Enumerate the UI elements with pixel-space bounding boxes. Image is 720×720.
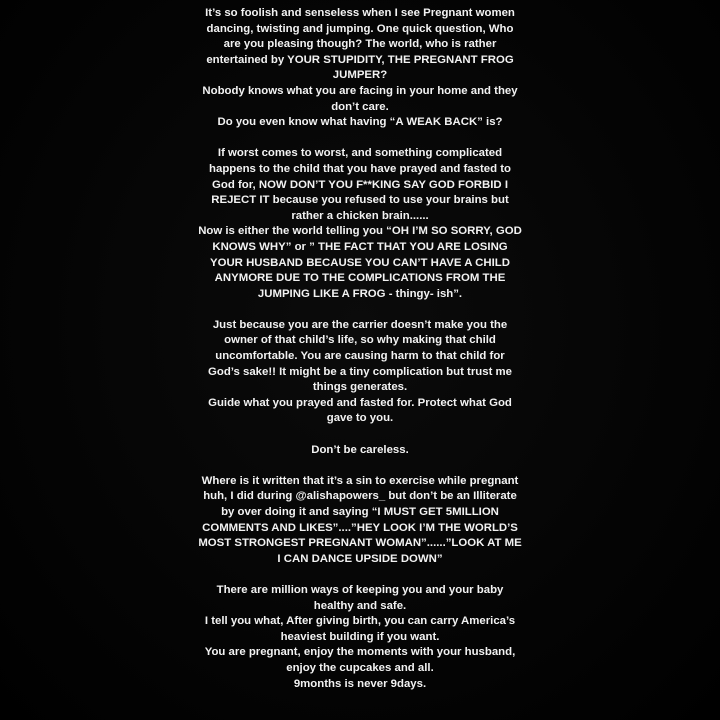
paragraph-spacer — [150, 302, 570, 318]
story-line: REJECT IT because you refused to use your brains but — [211, 194, 509, 207]
story-line: I tell you what, After giving birth, you can carry America’s — [204, 615, 516, 628]
story-line: COMMENTS AND LIKES”....”HEY LOOK I’M THE WORLD’S — [202, 521, 518, 534]
story-line: There are million ways of keeping you and your baby — [216, 583, 504, 596]
story-line: owner of that child’s life, so why making that child — [224, 334, 496, 347]
story-line: YOUR HUSBAND BECAUSE YOU CAN’T HAVE A CHILD — [210, 256, 510, 269]
story-line: I CAN DANCE UPSIDE DOWN” — [277, 552, 443, 565]
story-paragraph — [150, 474, 570, 568]
story-line: KNOWS WHY” or ” THE FACT THAT YOU ARE LOSING — [212, 240, 508, 253]
story-line: 9months is never 9days. — [293, 677, 427, 690]
paragraph-spacer — [150, 427, 570, 443]
story-paragraph — [150, 318, 570, 427]
story-line: God for, NOW DON’T YOU F**KING SAY GOD FORBID I — [212, 178, 508, 191]
story-line: If worst comes to worst, and something complicated — [217, 147, 503, 160]
story-line: rather a chicken brain...... — [291, 209, 429, 222]
story-line: things generates. — [312, 381, 408, 394]
story-line: enjoy the cupcakes and all. — [286, 661, 434, 674]
story-paragraph — [150, 6, 570, 131]
story-paragraph — [150, 443, 570, 459]
story-line: Guide what you prayed and fasted for. Protect what God — [208, 396, 512, 409]
story-line: ANYMORE DUE TO THE COMPLICATIONS FROM THE — [214, 272, 506, 285]
paragraph-spacer — [150, 567, 570, 583]
story-line: healthy and safe. — [313, 599, 407, 612]
story-line: heaviest building if you want. — [280, 630, 440, 643]
story-paragraph — [150, 146, 570, 302]
story-line: Now is either the world telling you “OH I’M SO SORRY, GOD — [198, 225, 522, 238]
story-line: It’s so foolish and senseless when I see Pregnant women — [205, 7, 515, 19]
paragraph-spacer — [150, 131, 570, 147]
story-line: don’t care. — [331, 100, 389, 113]
story-line: Just because you are the carrier doesn’t make you the — [212, 318, 508, 331]
story-line: Nobody knows what you are facing in your home and they — [202, 84, 518, 97]
story-line: MOST STRONGEST PREGNANT WOMAN”......”LOOK AT ME — [198, 537, 522, 550]
story-paragraph — [150, 583, 570, 692]
story-line: Where is it written that it’s a sin to exercise while pregnant — [201, 474, 519, 487]
story-line: entertained by YOUR STUPIDITY, THE PREGNANT FROG — [206, 53, 514, 66]
story-line: are you pleasing though? The world, who is rather — [223, 38, 497, 51]
story-line: God’s sake!! It might be a tiny complication but trust me — [208, 365, 512, 378]
story-text-block — [150, 6, 570, 692]
paragraph-spacer — [150, 458, 570, 474]
story-line: uncomfortable. You are causing harm to that child for — [215, 350, 505, 363]
story-line: gave to you. — [326, 412, 394, 425]
story-line: JUMPING LIKE A FROG - thingy- ish”. — [257, 287, 463, 300]
story-line: by over doing it and saying “I MUST GET 5MILLION — [221, 506, 499, 518]
story-line: Don’t be careless. — [311, 443, 409, 456]
story-line: dancing, twisting and jumping. One quick question, Who — [206, 22, 514, 35]
story-line: You are pregnant, enjoy the moments with your husband, — [204, 646, 516, 659]
story-line: Do you even know what having “A WEAK BACK” is? — [217, 116, 503, 129]
story-line: JUMPER? — [332, 69, 388, 82]
story-line: happens to the child that you have prayed and fasted to — [209, 162, 511, 175]
story-line: huh, I did during @alishapowers_ but don’t be an Illiterate — [203, 490, 517, 503]
